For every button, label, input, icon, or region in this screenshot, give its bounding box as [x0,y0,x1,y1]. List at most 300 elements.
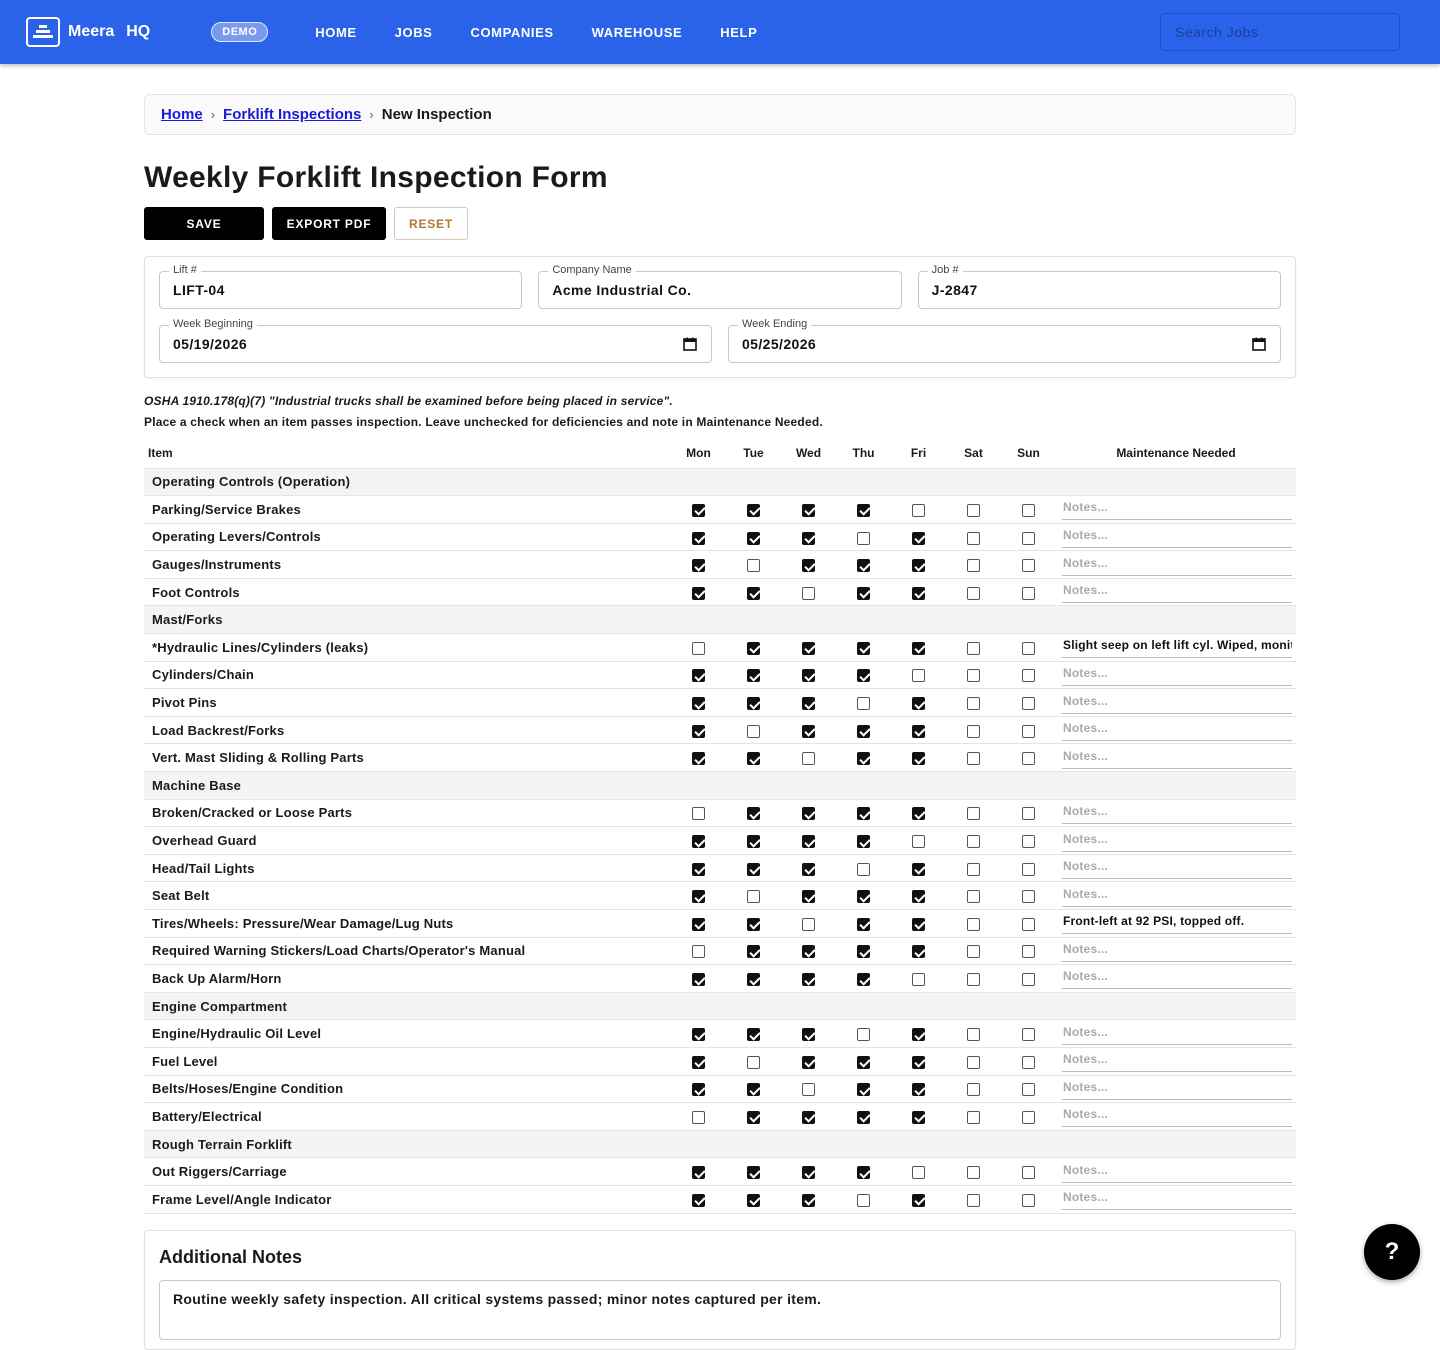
checkbox-sat[interactable] [967,1028,980,1041]
checkbox-sun[interactable] [1022,807,1035,820]
checkbox-thu[interactable] [857,559,870,572]
check-cell-fri [891,689,946,717]
checkbox-sat[interactable] [967,752,980,765]
checkbox-tue[interactable] [747,1083,760,1096]
check-cell-tue [726,965,781,993]
column-header-sat: Sat [946,438,1001,468]
checkbox-fri[interactable] [912,559,925,572]
week-beginning-input[interactable] [160,326,711,362]
checkbox-mon[interactable] [692,559,705,572]
check-cell-mon [671,634,726,662]
calendar-icon[interactable] [683,337,697,356]
checkbox-thu[interactable] [857,835,870,848]
table-row [144,1185,1296,1213]
checkbox-tue[interactable] [747,642,760,655]
checkbox-sun[interactable] [1022,835,1035,848]
checkbox-fri[interactable] [912,752,925,765]
check-cell-wed [781,1158,836,1186]
page-title: Weekly Forklift Inspection Form [144,161,608,194]
nav-help[interactable]: HELP [720,24,758,40]
maintenance-cell [1056,578,1296,606]
checkbox-tue[interactable] [747,918,760,931]
checkbox-thu[interactable] [857,807,870,820]
inspection-details-card [144,256,1296,378]
checkbox-mon[interactable] [692,642,705,655]
column-header-tue: Tue [726,438,781,468]
checkbox-sun[interactable] [1022,587,1035,600]
reset-button[interactable]: RESET [394,207,468,240]
table-row [144,689,1296,717]
checkbox-sun[interactable] [1022,642,1035,655]
checkbox-sun[interactable] [1022,1166,1035,1179]
maintenance-notes-input[interactable] [1062,526,1292,548]
maintenance-cell [1056,1047,1296,1075]
checkbox-thu[interactable] [857,642,870,655]
checkbox-sun[interactable] [1022,669,1035,682]
checkbox-wed[interactable] [802,642,815,655]
company-name-input[interactable] [539,272,900,308]
maintenance-notes-input[interactable] [1062,1161,1292,1183]
checkbox-tue[interactable] [747,890,760,903]
check-cell-wed [781,910,836,938]
table-row [144,744,1296,772]
checkbox-tue[interactable] [747,1166,760,1179]
checkbox-wed[interactable] [802,697,815,710]
instructions-text: Place a check when an item passes inspection. Leave unchecked for deficiencies and note in Maintenance Needed. [144,415,823,429]
maintenance-cell [1056,523,1296,551]
calendar-icon[interactable] [1252,337,1266,356]
check-cell-wed [781,496,836,524]
checkbox-fri[interactable] [912,1028,925,1041]
search-jobs-input[interactable] [1160,13,1400,51]
maintenance-notes-input[interactable] [1062,1050,1292,1072]
maintenance-cell [1056,1020,1296,1048]
checkbox-wed[interactable] [802,1056,815,1069]
checkbox-sat[interactable] [967,587,980,600]
checkbox-thu[interactable] [857,945,870,958]
maintenance-notes-input[interactable] [1062,747,1292,769]
table-row [144,882,1296,910]
check-cell-mon [671,744,726,772]
checkbox-tue[interactable] [747,559,760,572]
checkbox-thu[interactable] [857,890,870,903]
check-cell-sun [1001,1158,1056,1186]
checkbox-thu[interactable] [857,1166,870,1179]
column-header-thu: Thu [836,438,891,468]
check-cell-sat [946,496,1001,524]
check-cell-fri [891,910,946,938]
maintenance-cell [1056,661,1296,689]
check-cell-mon [671,661,726,689]
item-name: Out Riggers/Carriage [144,1158,671,1186]
job-field [918,264,1281,309]
maintenance-notes-input[interactable] [1062,554,1292,576]
check-cell-sat [946,578,1001,606]
checkbox-fri[interactable] [912,807,925,820]
checkbox-mon[interactable] [692,1028,705,1041]
check-cell-mon [671,799,726,827]
checkbox-wed[interactable] [802,1166,815,1179]
check-cell-wed [781,744,836,772]
item-name: Belts/Hoses/Engine Condition [144,1075,671,1103]
check-cell-tue [726,937,781,965]
maintenance-notes-input[interactable] [1062,692,1292,714]
check-cell-sun [1001,965,1056,993]
checkbox-sat[interactable] [967,1194,980,1207]
checkbox-sat[interactable] [967,669,980,682]
check-cell-fri [891,1185,946,1213]
maintenance-notes-input[interactable] [1062,1105,1292,1127]
main-content [144,94,1296,1350]
breadcrumb-forklift-inspections[interactable]: Forklift Inspections [223,106,362,123]
checkbox-mon[interactable] [692,669,705,682]
check-cell-sat [946,551,1001,579]
checkbox-tue[interactable] [747,1056,760,1069]
checkbox-tue[interactable] [747,669,760,682]
check-cell-wed [781,799,836,827]
checkbox-thu[interactable] [857,669,870,682]
check-cell-tue [726,716,781,744]
check-cell-tue [726,827,781,855]
checkbox-sat[interactable] [967,807,980,820]
checkbox-fri[interactable] [912,918,925,931]
check-cell-mon [671,965,726,993]
checkbox-tue[interactable] [747,504,760,517]
section-row [144,606,1296,634]
checkbox-sat[interactable] [967,725,980,738]
checkbox-sat[interactable] [967,642,980,655]
check-cell-fri [891,1158,946,1186]
checkbox-sun[interactable] [1022,918,1035,931]
checkbox-sat[interactable] [967,532,980,545]
checkbox-wed[interactable] [802,918,815,931]
checkbox-mon[interactable] [692,918,705,931]
checkbox-sun[interactable] [1022,1056,1035,1069]
maintenance-notes-input[interactable] [1062,885,1292,907]
checkbox-sun[interactable] [1022,532,1035,545]
item-name: Tires/Wheels: Pressure/Wear Damage/Lug Nuts [144,910,671,938]
table-row [144,661,1296,689]
check-cell-sat [946,661,1001,689]
item-name: Engine/Hydraulic Oil Level [144,1020,671,1048]
table-row [144,523,1296,551]
checkbox-sat[interactable] [967,1166,980,1179]
checkbox-thu[interactable] [857,752,870,765]
checkbox-mon[interactable] [692,807,705,820]
maintenance-cell [1056,634,1296,662]
checkbox-wed[interactable] [802,1083,815,1096]
checkbox-tue[interactable] [747,807,760,820]
checkbox-fri[interactable] [912,697,925,710]
checkbox-wed[interactable] [802,807,815,820]
checkbox-sat[interactable] [967,1083,980,1096]
week-ending-input[interactable] [729,326,1280,362]
item-name: Battery/Electrical [144,1103,671,1131]
save-button[interactable]: SAVE [144,207,264,240]
check-cell-mon [671,496,726,524]
checkbox-thu[interactable] [857,863,870,876]
checkbox-tue[interactable] [747,725,760,738]
item-name: Seat Belt [144,882,671,910]
checkbox-sun[interactable] [1022,725,1035,738]
check-cell-thu [836,910,891,938]
nav-companies[interactable]: COMPANIES [470,24,554,40]
section-title: Operating Controls (Operation) [144,468,1296,496]
job-number-input[interactable] [919,272,1280,308]
column-header-fri: Fri [891,438,946,468]
maintenance-cell [1056,1185,1296,1213]
nav-jobs[interactable]: JOBS [394,24,433,40]
checkbox-tue[interactable] [747,532,760,545]
nav-home[interactable]: HOME [315,24,357,40]
checkbox-fri[interactable] [912,725,925,738]
maintenance-notes-input[interactable] [1062,940,1292,962]
checkbox-mon[interactable] [692,1056,705,1069]
checkbox-wed[interactable] [802,725,815,738]
brand[interactable] [26,17,150,47]
checkbox-sun[interactable] [1022,945,1035,958]
checkbox-sat[interactable] [967,1111,980,1124]
check-cell-thu [836,551,891,579]
checkbox-sun[interactable] [1022,1111,1035,1124]
checkbox-thu[interactable] [857,725,870,738]
checkbox-fri[interactable] [912,1166,925,1179]
nav-warehouse[interactable]: WAREHOUSE [591,24,683,40]
checkbox-tue[interactable] [747,835,760,848]
checkbox-mon[interactable] [692,945,705,958]
checkbox-mon[interactable] [692,1194,705,1207]
checkbox-sat[interactable] [967,835,980,848]
checkbox-wed[interactable] [802,973,815,986]
checkbox-mon[interactable] [692,1166,705,1179]
checkbox-thu[interactable] [857,1111,870,1124]
check-cell-sat [946,1158,1001,1186]
warehouse-logo-icon [26,17,60,47]
checkbox-mon[interactable] [692,504,705,517]
help-button[interactable]: ? [1364,1224,1420,1280]
checkbox-sat[interactable] [967,973,980,986]
checkbox-mon[interactable] [692,1111,705,1124]
check-cell-mon [671,1185,726,1213]
checkbox-fri[interactable] [912,1111,925,1124]
checkbox-sun[interactable] [1022,890,1035,903]
check-cell-tue [726,661,781,689]
checkbox-sat[interactable] [967,1056,980,1069]
checkbox-tue[interactable] [747,1111,760,1124]
maintenance-cell [1056,854,1296,882]
checkbox-thu[interactable] [857,697,870,710]
maintenance-notes-input[interactable] [1062,664,1292,686]
checkbox-fri[interactable] [912,863,925,876]
checkbox-sat[interactable] [967,945,980,958]
checkbox-wed[interactable] [802,835,815,848]
checkbox-tue[interactable] [747,587,760,600]
checkbox-tue[interactable] [747,1194,760,1207]
checkbox-sat[interactable] [967,697,980,710]
checkbox-thu[interactable] [857,1056,870,1069]
maintenance-notes-input[interactable] [1062,912,1292,934]
maintenance-cell [1056,716,1296,744]
checkbox-wed[interactable] [802,863,815,876]
checkbox-mon[interactable] [692,587,705,600]
checkbox-tue[interactable] [747,1028,760,1041]
lift-input[interactable] [160,272,521,308]
checkbox-sun[interactable] [1022,1194,1035,1207]
checkbox-sat[interactable] [967,504,980,517]
checkbox-thu[interactable] [857,973,870,986]
item-name: Load Backrest/Forks [144,716,671,744]
item-name: Vert. Mast Sliding & Rolling Parts [144,744,671,772]
check-cell-wed [781,661,836,689]
check-cell-fri [891,661,946,689]
item-name: Broken/Cracked or Loose Parts [144,799,671,827]
checkbox-thu[interactable] [857,1028,870,1041]
checkbox-sun[interactable] [1022,752,1035,765]
checkbox-fri[interactable] [912,669,925,682]
checkbox-thu[interactable] [857,587,870,600]
checkbox-thu[interactable] [857,1083,870,1096]
additional-notes-textarea[interactable]: Routine weekly safety inspection. All critical systems passed; minor notes captured per item. [159,1280,1281,1340]
maintenance-notes-input[interactable] [1062,636,1292,658]
checkbox-sat[interactable] [967,918,980,931]
checkbox-fri[interactable] [912,532,925,545]
maintenance-notes-input[interactable] [1062,581,1292,603]
maintenance-cell [1056,1103,1296,1131]
maintenance-notes-input[interactable] [1062,498,1292,520]
check-cell-sun [1001,937,1056,965]
maintenance-notes-input[interactable] [1062,719,1292,741]
maintenance-notes-input[interactable] [1062,1023,1292,1045]
checkbox-mon[interactable] [692,973,705,986]
check-cell-sat [946,523,1001,551]
checkbox-tue[interactable] [747,863,760,876]
checkbox-fri[interactable] [912,973,925,986]
checkbox-mon[interactable] [692,835,705,848]
checkbox-mon[interactable] [692,725,705,738]
checkbox-sun[interactable] [1022,1083,1035,1096]
week-beginning-field [159,318,712,363]
check-cell-thu [836,496,891,524]
maintenance-notes-input[interactable] [1062,802,1292,824]
checkbox-sun[interactable] [1022,697,1035,710]
checkbox-sun[interactable] [1022,504,1035,517]
checkbox-sun[interactable] [1022,559,1035,572]
checkbox-mon[interactable] [692,532,705,545]
table-row [144,1158,1296,1186]
breadcrumb-separator: › [369,107,374,122]
checkbox-mon[interactable] [692,890,705,903]
checkbox-sat[interactable] [967,890,980,903]
checkbox-wed[interactable] [802,890,815,903]
checkbox-sun[interactable] [1022,863,1035,876]
section-row [144,1130,1296,1158]
breadcrumb [144,94,1296,135]
checkbox-fri[interactable] [912,835,925,848]
check-cell-wed [781,523,836,551]
maintenance-cell [1056,965,1296,993]
check-cell-fri [891,1075,946,1103]
breadcrumb-current: New Inspection [381,106,492,123]
checkbox-wed[interactable] [802,752,815,765]
check-cell-tue [726,882,781,910]
checkbox-tue[interactable] [747,945,760,958]
check-cell-thu [836,1103,891,1131]
checkbox-mon[interactable] [692,1083,705,1096]
checkbox-sat[interactable] [967,863,980,876]
item-name: Gauges/Instruments [144,551,671,579]
checkbox-mon[interactable] [692,697,705,710]
checkbox-wed[interactable] [802,1111,815,1124]
week-ending-field [728,318,1281,363]
checkbox-fri[interactable] [912,1083,925,1096]
checkbox-fri[interactable] [912,1194,925,1207]
checkbox-tue[interactable] [747,973,760,986]
maintenance-cell [1056,827,1296,855]
checkbox-wed[interactable] [802,669,815,682]
checkbox-wed[interactable] [802,945,815,958]
checkbox-wed[interactable] [802,1194,815,1207]
maintenance-cell [1056,799,1296,827]
lift-label: Lift # [169,264,201,276]
checkbox-fri[interactable] [912,1056,925,1069]
check-cell-sun [1001,551,1056,579]
checkbox-sat[interactable] [967,559,980,572]
maintenance-notes-input[interactable] [1062,1188,1292,1210]
maintenance-notes-input[interactable] [1062,857,1292,879]
checkbox-mon[interactable] [692,863,705,876]
osha-reference-text: OSHA 1910.178(q)(7) "Industrial trucks shall be examined before being placed in service". [144,394,673,408]
check-cell-sun [1001,716,1056,744]
checkbox-thu[interactable] [857,532,870,545]
checkbox-wed[interactable] [802,559,815,572]
checkbox-sun[interactable] [1022,1028,1035,1041]
checkbox-wed[interactable] [802,587,815,600]
checkbox-wed[interactable] [802,504,815,517]
table-row [144,937,1296,965]
check-cell-fri [891,716,946,744]
checkbox-wed[interactable] [802,1028,815,1041]
checkbox-fri[interactable] [912,642,925,655]
checkbox-tue[interactable] [747,752,760,765]
checkbox-fri[interactable] [912,945,925,958]
checkbox-thu[interactable] [857,1194,870,1207]
check-cell-sat [946,854,1001,882]
check-cell-tue [726,744,781,772]
check-cell-thu [836,827,891,855]
checkbox-fri[interactable] [912,587,925,600]
checkbox-wed[interactable] [802,532,815,545]
item-name: *Hydraulic Lines/Cylinders (leaks) [144,634,671,662]
section-title: Mast/Forks [144,606,1296,634]
check-cell-fri [891,937,946,965]
checkbox-thu[interactable] [857,918,870,931]
check-cell-tue [726,1047,781,1075]
maintenance-notes-input[interactable] [1062,830,1292,852]
checkbox-sun[interactable] [1022,973,1035,986]
maintenance-notes-input[interactable] [1062,1078,1292,1100]
checkbox-tue[interactable] [747,697,760,710]
check-cell-tue [726,551,781,579]
maintenance-notes-input[interactable] [1062,967,1292,989]
checkbox-fri[interactable] [912,504,925,517]
checkbox-mon[interactable] [692,752,705,765]
check-cell-tue [726,1158,781,1186]
checkbox-thu[interactable] [857,504,870,517]
breadcrumb-home[interactable]: Home [161,106,203,123]
maintenance-cell [1056,744,1296,772]
checkbox-fri[interactable] [912,890,925,903]
export-pdf-button[interactable]: EXPORT PDF [272,207,386,240]
